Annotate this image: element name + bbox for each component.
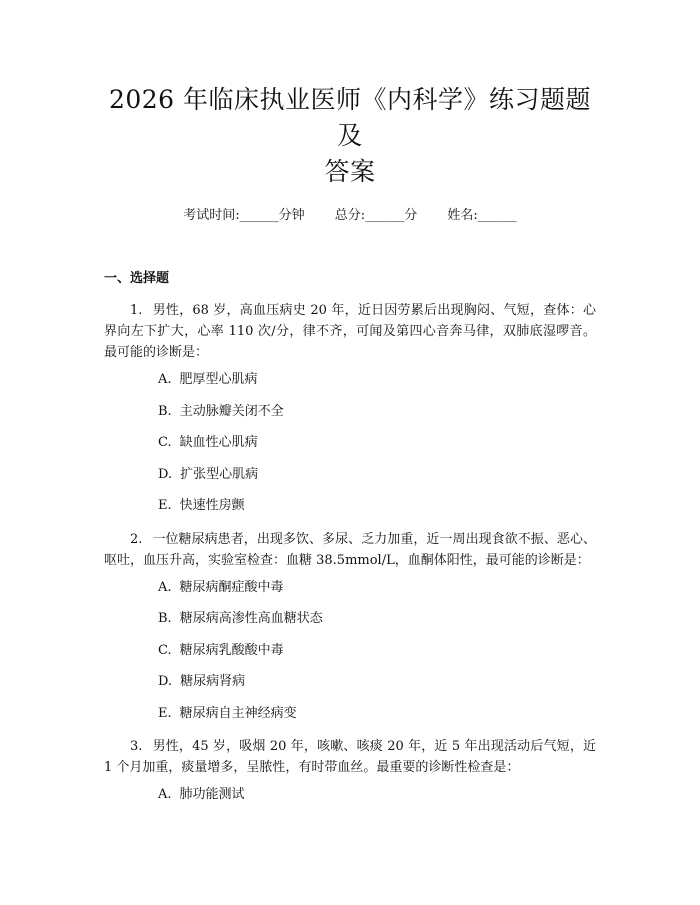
option-text: 糖尿病自主神经病变: [179, 705, 297, 721]
document-title: [104, 0, 596, 190]
question-2: [104, 529, 596, 571]
option-e: [158, 705, 596, 723]
exam-time-label: 考试时间:: [183, 208, 240, 223]
question-text: 男性，68 岁，高血压病史 20 年，近日因劳累后出现胸闷、气短，查体：心界向左下扩大，心率 110 次/分，律不齐，可闻及第四心音奔马律，双肺底湿啰音。最可能的诊断是：: [104, 303, 596, 360]
option-a: [158, 371, 596, 389]
option-letter: D.: [158, 674, 173, 689]
option-letter: A.: [158, 787, 172, 802]
total-score-unit: 分: [404, 208, 418, 223]
name-field: [447, 207, 516, 225]
name-blank: ______: [477, 208, 517, 223]
title-line-1: 2026 年临床执业医师《内科学》练习题题及: [108, 85, 592, 150]
question-1: [104, 300, 596, 363]
section-heading: 一、选择题: [104, 271, 170, 286]
option-a: [158, 786, 596, 804]
option-text: 糖尿病乳酸酸中毒: [179, 642, 284, 658]
option-c: [158, 642, 596, 660]
exam-time-blank: ______: [239, 208, 279, 223]
title-line-2: 答案: [324, 157, 376, 186]
question-3: [104, 736, 596, 778]
option-b: [158, 610, 596, 628]
option-letter: A.: [158, 372, 172, 387]
option-text: 肺功能测试: [179, 787, 245, 802]
options-list: [104, 579, 596, 723]
option-letter: B.: [158, 403, 172, 419]
option-b: [158, 403, 596, 421]
total-score-field: [335, 207, 417, 225]
option-letter: B.: [158, 611, 172, 626]
option-text: 缺血性心肌病: [179, 435, 258, 450]
question-number: 1.: [130, 303, 143, 318]
option-text: 糖尿病酮症酸中毒: [179, 579, 284, 595]
option-text: 快速性房颤: [179, 498, 245, 513]
question-number: 2.: [130, 531, 143, 547]
name-label: 姓名:: [447, 208, 478, 223]
option-d: [158, 673, 596, 691]
option-c: [158, 434, 596, 452]
option-letter: C.: [158, 435, 172, 450]
option-text: 肥厚型心肌病: [179, 372, 258, 387]
option-text: 糖尿病高渗性高血糖状态: [179, 611, 323, 626]
exam-info: [104, 207, 596, 225]
options-list: [104, 371, 596, 515]
question-text: 一位糖尿病患者，出现多饮、多尿、乏力加重，近一周出现食欲不振、恶心、呕吐，血压升高，实验室检查：血糖 38.5mmol/L，血酮体阳性，最可能的诊断是：: [104, 531, 596, 568]
option-text: 糖尿病肾病: [180, 674, 246, 689]
question-number: 3.: [130, 739, 143, 754]
total-score-label: 总分:: [334, 208, 366, 223]
option-letter: A.: [158, 579, 172, 595]
option-letter: E.: [158, 498, 172, 513]
option-letter: C.: [158, 642, 172, 658]
option-text: 扩张型心肌病: [180, 466, 259, 482]
total-score-blank: ______: [365, 208, 405, 223]
question-text: 男性，45 岁，吸烟 20 年，咳嗽、咳痰 20 年，近 5 年出现活动后气短，近 1 个月加重，痰量增多，呈脓性，有时带血丝。最重要的诊断性检查是：: [104, 739, 596, 775]
options-list: [104, 786, 596, 804]
exam-time-field: [183, 207, 304, 225]
option-a: [158, 579, 596, 597]
option-letter: E.: [158, 705, 172, 721]
option-letter: D.: [158, 466, 173, 482]
option-text: 主动脉瓣关闭不全: [179, 403, 284, 419]
option-d: [158, 466, 596, 484]
exam-time-unit: 分钟: [278, 208, 305, 223]
option-e: [158, 497, 596, 515]
